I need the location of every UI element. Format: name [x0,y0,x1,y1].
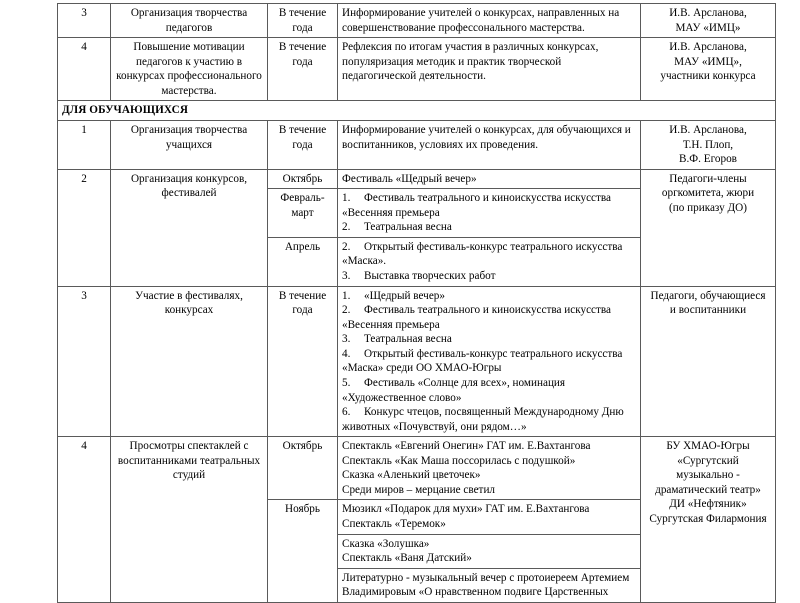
list-marker: 1. [342,289,351,302]
description-cell: Рефлексия по итогам участия в различных конкурсах, популяризация методик и практик творческой педагогической деятельности. [338,38,641,101]
responsible-cell [641,120,776,169]
description-line: Литературно - музыкальный вечер с протоиереем Артемием [342,571,630,584]
description-cell: Информирование учителей о конкурсах, для обучающихся и воспитанников, условиях их проведения. [338,120,641,169]
row-number: 2 [58,169,111,286]
description-block [342,439,636,497]
period-cell: Апрель [268,237,338,286]
period-cell: Ноябрь [268,500,338,602]
description-line: Мюзикл «Подарок для мухи» ГАТ им. Е.Вахтангова [342,503,590,516]
period-line: март [291,206,314,219]
list-marker: 3. [342,333,351,346]
period-cell: В течение года [268,4,338,38]
responsible-line: музыкально - [676,469,740,482]
period-cell: В течение года [268,286,338,437]
responsible-cell [641,286,776,437]
description-line: Владимировым «О нравственном подвиге Царственных [342,586,609,599]
table-row [58,4,776,38]
list-text: Театральная весна [364,221,452,234]
list-text: Фестиваль театрального и киноискусства искусства «Весенняя премьера [342,304,611,331]
description-list [342,240,636,284]
description-line: Спектакль «Теремок» [342,518,446,530]
description-cell [338,169,641,189]
list-marker: 4. [342,347,351,360]
responsible-line: МАУ «ИМЦ» [675,21,741,34]
responsible-cell [641,38,776,101]
row-number: 4 [58,437,111,603]
responsible-cell [641,169,776,286]
responsible-line: и воспитанники [669,304,747,317]
description-line: Спектакль «Как Маша поссорилась с подушкой» [342,454,576,467]
activity-cell: Участие в фестивалях, конкурсах [111,286,268,437]
description-cell [338,500,641,602]
description-block [342,502,636,531]
period-line: Февраль- [280,192,325,205]
list-text: Конкурс чтецов, посвященный Международному Дню животных «Почувствуй, они рядом…» [342,406,624,433]
responsible-line: участники конкурса [660,70,756,83]
activity-cell: Повышение мотивации педагогов к участию в конкурсах профессионального мастерства. [111,38,268,101]
description-cell [338,189,641,238]
responsible-cell [641,437,776,603]
description-list [342,191,636,235]
responsible-line: ДИ «Нефтяник» [669,498,747,511]
list-marker: 5. [342,376,351,389]
description-cell: Информирование учителей о конкурсах, направленных на совершенствование профессонального мастерства. [338,4,641,38]
row-number: 3 [58,286,111,437]
period-cell: Октябрь [268,169,338,189]
list-text: Театральная весна [364,333,452,346]
list-item [342,240,636,269]
description-block [342,571,636,600]
list-marker: 2. [342,221,351,234]
activity-plan-table [57,3,776,603]
row-number: 1 [58,120,111,169]
responsible-line: В.Ф. Егоров [679,153,737,166]
table-row [58,120,776,169]
row-number: 3 [58,4,111,38]
list-item [342,269,636,284]
list-item [342,347,636,376]
list-item [342,191,636,220]
period-cell: В течение года [268,120,338,169]
list-item [342,405,636,434]
responsible-line: оргкомитета, жюри [661,187,755,200]
table-row [58,38,776,101]
description-line: Сказка «Аленький цветочек» [342,469,481,482]
responsible-line: Сургутская Филармония [649,513,767,525]
description-line: Сказка «Золушка» [342,537,430,550]
list-marker: 2. [342,304,351,317]
row-number: 4 [58,38,111,101]
responsible-line: Педагоги, обучающиеся [650,289,766,302]
responsible-cell [641,4,776,38]
activity-cell: Организация творчества учащихся [111,120,268,169]
list-item [342,220,636,235]
section-band-row [58,101,776,121]
description-line: Фестиваль «Щедрый вечер» [342,172,477,185]
description-line: Среди миров – мерцание светил [342,483,496,496]
responsible-line: И.В. Арсланова, [669,7,747,19]
activity-cell: Организация творчества педагогов [111,4,268,38]
list-item [342,376,636,405]
list-item [342,332,636,347]
list-marker: 6. [342,406,351,419]
list-marker: 3. [342,270,351,282]
list-text: Выставка творческих работ [364,270,496,282]
responsible-line: И.В. Арсланова, [669,41,747,54]
responsible-line: МАУ «ИМЦ», [674,55,742,68]
description-line: Спектакль «Евгений Онегин» ГАТ им. Е.Вахтангова [342,440,591,453]
description-cell [338,237,641,286]
list-text: Открытый фестиваль-конкурс театрального искусства «Маска». [342,240,623,268]
list-text: Фестиваль театрального и киноискусства искусства «Весенняя премьера [342,192,611,219]
list-marker: 1. [342,192,351,205]
description-list [342,289,636,435]
list-marker: 2. [342,240,351,253]
list-item [342,289,636,304]
activity-cell: Просмотры спектаклей с воспитанниками театральных студий [111,437,268,603]
period-cell: В течение года [268,38,338,101]
list-text: Фестиваль «Солнце для всех», номинация «Художественное слово» [342,376,566,404]
table-row [58,169,776,189]
description-block [342,537,636,566]
period-cell: Октябрь [268,437,338,500]
description-divider [338,534,640,535]
list-item [342,303,636,332]
activity-cell: Организация конкурсов, фестивалей [111,169,268,286]
period-cell [268,189,338,238]
table-body [58,4,776,603]
responsible-line: «Сургутский [677,454,739,467]
responsible-line: Т.Н. Плоп, [682,138,734,151]
description-divider [338,568,640,569]
section-title: ДЛЯ ОБУЧАЮЩИХСЯ [58,101,776,121]
responsible-line: БУ ХМАО-Югры [666,440,750,453]
responsible-line: драматический театр» [655,483,761,496]
description-cell [338,286,641,437]
table-row [58,437,776,500]
table-row [58,286,776,437]
list-text: «Щедрый вечер» [364,289,445,302]
responsible-line: Педагоги-члены [669,172,747,185]
description-line: Спектакль «Ваня Датский» [342,552,472,565]
responsible-line: И.В. Арсланова, [669,123,747,136]
responsible-line: (по приказу ДО) [669,201,747,214]
description-cell [338,437,641,500]
list-text: Открытый фестиваль-конкурс театрального искусства «Маска» среди ОО ХМАО-Югры [342,347,623,375]
